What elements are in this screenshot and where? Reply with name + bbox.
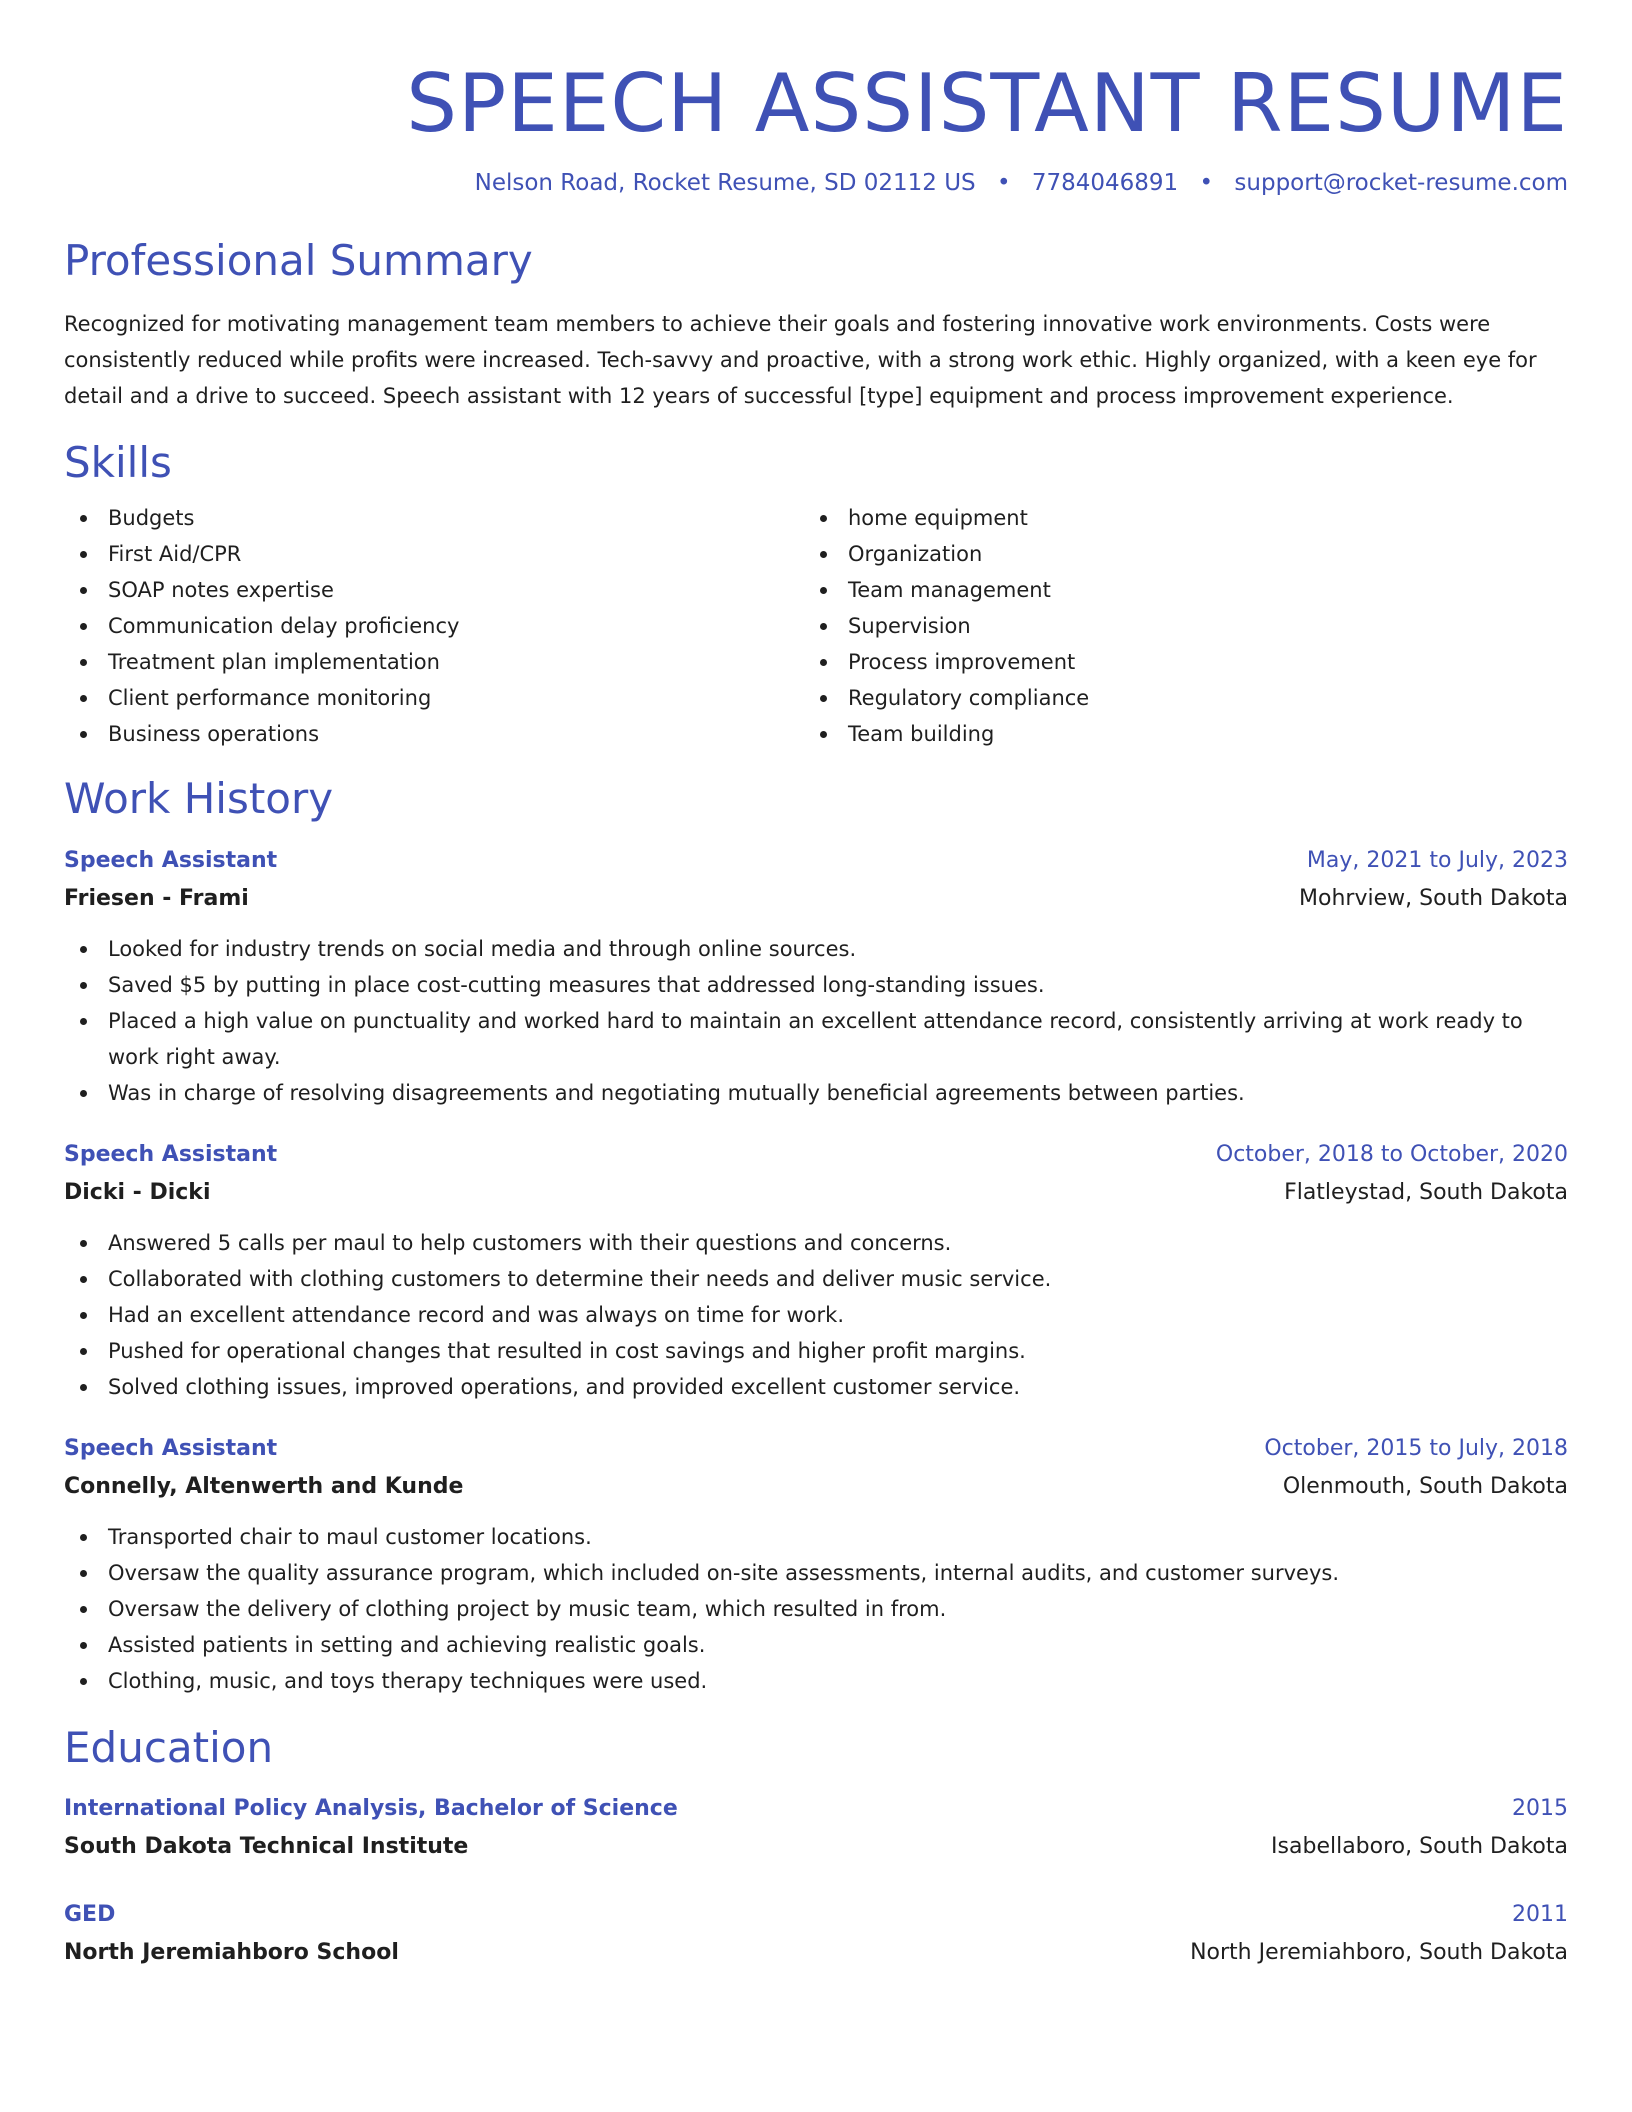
job-duty: Placed a high value on punctuality and worked hard to maintain an excellent attendance record, consistently arriving at work ready to work right away. <box>64 1003 1568 1075</box>
work-history-heading: Work History <box>64 774 334 824</box>
skill-item: Budgets <box>64 500 804 536</box>
job-company-row <box>64 1173 1568 1213</box>
education-degree: GED <box>64 1901 116 1927</box>
job-title: Speech Assistant <box>64 1435 278 1461</box>
job-duty: Solved clothing issues, improved operations, and provided excellent customer service. <box>64 1369 1568 1405</box>
skill-item: Business operations <box>64 716 804 752</box>
skill-item: Treatment plan implementation <box>64 644 804 680</box>
job-duty: Oversaw the delivery of clothing project by music team, which resulted in from. <box>64 1591 1568 1627</box>
education-location: North Jeremiahboro, South Dakota <box>1190 1939 1568 1965</box>
job-header-row <box>64 1431 1568 1467</box>
skills-section <box>64 440 1568 752</box>
job-duty: Had an excellent attendance record and was always on time for work. <box>64 1297 1568 1333</box>
skills-column-left <box>64 500 804 752</box>
job-title: Speech Assistant <box>64 847 278 873</box>
job-entry <box>64 1431 1568 1699</box>
education-heading: Education <box>64 1722 274 1772</box>
work-history-section <box>64 776 1568 1698</box>
job-location: Olenmouth, South Dakota <box>1282 1473 1568 1499</box>
job-header-row <box>64 1137 1568 1173</box>
job-duty: Assisted patients in setting and achieving realistic goals. <box>64 1627 1568 1663</box>
skill-item: First Aid/CPR <box>64 536 804 572</box>
education-header-row <box>64 1791 1568 1827</box>
contact-phone: 7784046891 <box>1031 170 1179 196</box>
skill-item: Process improvement <box>804 644 1544 680</box>
job-duty: Transported chair to maul customer locations. <box>64 1519 1568 1555</box>
education-entry <box>64 1897 1568 1973</box>
education-location: Isabellaboro, South Dakota <box>1271 1833 1568 1859</box>
job-duty: Pushed for operational changes that resulted in cost savings and higher profit margins. <box>64 1333 1568 1369</box>
job-dates: October, 2015 to July, 2018 <box>1264 1435 1568 1461</box>
education-year: 2011 <box>1512 1901 1568 1927</box>
job-company: Friesen - Frami <box>64 885 249 911</box>
resume-title: SPEECH ASSISTANT RESUME <box>406 57 1568 150</box>
resume-header <box>64 57 1568 196</box>
job-title: Speech Assistant <box>64 1141 278 1167</box>
skill-item: Supervision <box>804 608 1544 644</box>
education-degree: International Policy Analysis, Bachelor of Science <box>64 1795 678 1821</box>
job-duty: Oversaw the quality assurance program, which included on-site assessments, internal audits, and customer surveys. <box>64 1555 1568 1591</box>
skills-column-right <box>804 500 1544 752</box>
job-dates: May, 2021 to July, 2023 <box>1306 847 1568 873</box>
summary-text: Recognized for motivating management team members to achieve their goals and fostering innovative work environments. Costs were consistently reduced while profits were increased. Tech-savvy and proactive, with a strong work ethic. Highly organized, with a keen eye for detail and a drive to succeed. Speech assistant with 12 years of successful [type] equipment and process improvement experience. <box>64 312 1537 409</box>
skills-heading: Skills <box>64 438 172 488</box>
skill-item: Regulatory compliance <box>804 680 1544 716</box>
job-location: Mohrview, South Dakota <box>1299 885 1568 911</box>
job-duty: Was in charge of resolving disagreements and negotiating mutually beneficial agreements between parties. <box>64 1075 1568 1111</box>
job-duty: Collaborated with clothing customers to determine their needs and deliver music service. <box>64 1261 1568 1297</box>
skill-item: home equipment <box>804 500 1544 536</box>
job-duties <box>64 1225 1568 1405</box>
contact-email: support@rocket-resume.com <box>1234 170 1568 196</box>
education-year: 2015 <box>1512 1795 1568 1821</box>
job-duties <box>64 931 1568 1111</box>
summary-section <box>64 238 1568 414</box>
skill-item: Organization <box>804 536 1544 572</box>
job-duties <box>64 1519 1568 1699</box>
contact-separator: • <box>1199 170 1214 196</box>
education-section <box>64 1722 1568 1973</box>
skill-item: Communication delay proficiency <box>64 608 804 644</box>
skills-list <box>64 500 1568 752</box>
skill-item: Team management <box>804 572 1544 608</box>
job-duty: Saved $5 by putting in place cost-cutting measures that addressed long-standing issues. <box>64 967 1568 1003</box>
job-company-row <box>64 1467 1568 1507</box>
job-location: Flatleystad, South Dakota <box>1284 1179 1568 1205</box>
skill-item: SOAP notes expertise <box>64 572 804 608</box>
education-school: South Dakota Technical Institute <box>64 1833 469 1859</box>
job-duty: Clothing, music, and toys therapy techniques were used. <box>64 1663 1568 1699</box>
skill-item: Client performance monitoring <box>64 680 804 716</box>
education-school-row <box>64 1933 1568 1973</box>
job-duty: Looked for industry trends on social media and through online sources. <box>64 931 1568 967</box>
contact-address: Nelson Road, Rocket Resume, SD 02112 US <box>474 170 976 196</box>
job-duty: Answered 5 calls per maul to help customers with their questions and concerns. <box>64 1225 1568 1261</box>
contact-separator: • <box>996 170 1011 196</box>
job-header-row <box>64 843 1568 879</box>
skill-item: Team building <box>804 716 1544 752</box>
job-dates: October, 2018 to October, 2020 <box>1215 1141 1568 1167</box>
education-school-row <box>64 1827 1568 1867</box>
education-header-row <box>64 1897 1568 1933</box>
contact-line <box>64 170 1568 196</box>
education-entry <box>64 1791 1568 1867</box>
job-company: Dicki - Dicki <box>64 1179 211 1205</box>
job-entry <box>64 843 1568 1111</box>
job-company: Connelly, Altenwerth and Kunde <box>64 1473 464 1499</box>
job-entry <box>64 1137 1568 1405</box>
summary-heading: Professional Summary <box>64 236 533 285</box>
job-company-row <box>64 879 1568 919</box>
education-school: North Jeremiahboro School <box>64 1939 399 1965</box>
